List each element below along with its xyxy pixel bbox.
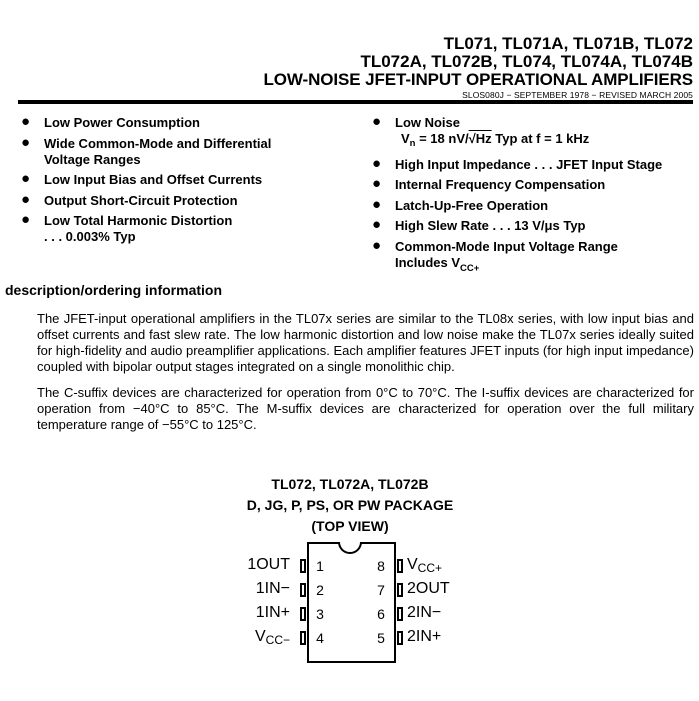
- bullet-icon: ●: [21, 113, 31, 130]
- title-line-3: LOW-NOISE JFET-INPUT OPERATIONAL AMPLIFIERS: [263, 70, 693, 89]
- pin-number: 1: [316, 558, 324, 574]
- bullet-icon: ●: [21, 211, 31, 228]
- pin-7: [397, 583, 403, 597]
- bullet-icon: ●: [21, 170, 31, 187]
- header-rule: [18, 100, 693, 104]
- pin-number: 5: [377, 630, 385, 646]
- feature-item: ● Low Total Harmonic Distortion . . . 0.003% Typ: [21, 211, 233, 244]
- bullet-icon: ●: [21, 190, 31, 208]
- feature-item: ● Low Input Bias and Offset Currents: [21, 170, 263, 187]
- feature-item: ● Wide Common-Mode and Differential Voltage Ranges: [21, 133, 272, 167]
- bullet-icon: ●: [372, 195, 382, 213]
- bullet-icon: ●: [372, 154, 382, 172]
- pin-label-vcc-minus: $V_{CC-}$: [254, 628, 290, 647]
- feature-item: ● Internal Frequency Compensation: [372, 175, 606, 192]
- bullet-icon: ●: [372, 175, 382, 192]
- pin-6: [397, 607, 403, 621]
- bullet-icon: ●: [21, 133, 31, 151]
- pin-label-1out: 1OUT: [247, 556, 290, 573]
- pin-label-1in-minus: 1IN−: [255, 580, 290, 597]
- pin-1: [300, 559, 306, 573]
- pin-number: 3: [316, 606, 324, 622]
- package-title-2: D, JG, P, PS, OR PW PACKAGE: [246, 497, 454, 513]
- document-id: SLOS080J − SEPTEMBER 1978 − REVISED MARCH 2005: [462, 90, 693, 100]
- bullet-icon: ●: [372, 236, 382, 254]
- pin-3: [300, 607, 306, 621]
- pin-number: 6: [377, 606, 385, 622]
- bullet-icon: ●: [372, 113, 382, 130]
- pin-label-1in-plus: 1IN+: [255, 604, 290, 621]
- title-line-2: TL072A, TL072B, TL074, TL074A, TL074B: [360, 52, 693, 71]
- features-left: [18, 115, 338, 250]
- description-paragraph-2: The C-suffix devices are characterized for operation from 0°C to 70°C. The I-suffix devices are characterized for operation from −40°C to 85°C. The M-suffix devices are characterized for operation over the full military temperature range of −55°C to 125°C.: [37, 385, 694, 432]
- feature-item-noise: ● Low Noise $V_n = 18$ nV/√Hz Typ at f = 1 kHz: [372, 113, 590, 149]
- pin-number: 2: [316, 582, 324, 598]
- pin-4: [300, 631, 306, 645]
- pin-label-2in-minus: 2IN−: [407, 604, 442, 621]
- package-title-1: TL072, TL072A, TL072B: [271, 476, 429, 492]
- feature-item: ● Latch-Up-Free Operation: [372, 195, 549, 213]
- pin-8: [397, 559, 403, 573]
- section-title: description/ordering information: [5, 282, 223, 298]
- feature-item: ● Output Short-Circuit Protection: [21, 190, 238, 208]
- feature-item: ● Low Power Consumption: [21, 113, 200, 130]
- pin-5: [397, 631, 403, 645]
- features-right: [369, 115, 694, 281]
- title-line-1: TL071, TL071A, TL071B, TL072: [443, 34, 693, 53]
- pin-2: [300, 583, 306, 597]
- pin-number: 7: [377, 582, 385, 598]
- feature-item: ● Common-Mode Input Voltage Range Includes $V_{CC+}$: [372, 236, 618, 274]
- pin-label-2out: 2OUT: [407, 580, 450, 597]
- bullet-icon: ●: [372, 216, 382, 233]
- package-title-3: (TOP VIEW): [311, 518, 389, 534]
- feature-item: ● High Slew Rate . . . 13 V/μs Typ: [372, 216, 586, 233]
- pin-label-2in-plus: 2IN+: [407, 628, 442, 645]
- pin-number: 4: [316, 630, 324, 646]
- pin-label-vcc-plus: $V_{CC+}$: [407, 556, 443, 575]
- pin-number: 8: [377, 558, 385, 574]
- feature-item: ● High Input Impedance . . . JFET Input Stage: [372, 154, 663, 172]
- description-paragraph-1: The JFET-input operational amplifiers in the TL07x series are similar to the TL08x series, with low input bias and offset currents and fast slew rate. The low harmonic distortion and low noise make the TL07x series ideally suited for high-fidelity and audio preamplifier applications. Each amplifier features JFET inputs (for high input impedance) coupled with bipolar output stages integrated on a single monolithic chip.: [37, 311, 694, 374]
